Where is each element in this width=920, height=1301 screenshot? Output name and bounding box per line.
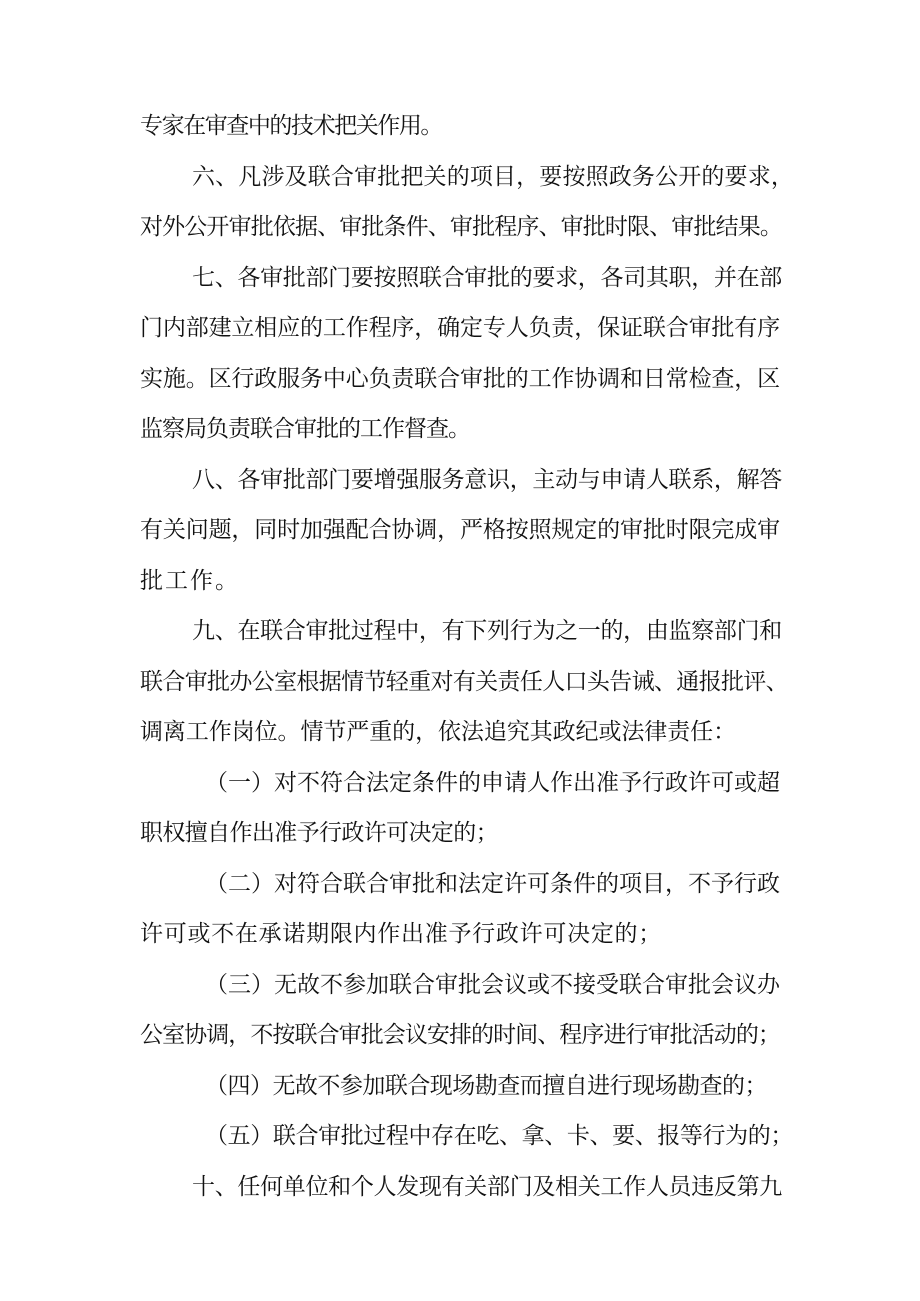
list-item-3-start: （三）无故不参加联合审批会议或不接受联合审批会议办 bbox=[205, 972, 780, 998]
text-line: 专家在审查中的技术把关作用。 bbox=[140, 113, 443, 139]
text-line: 调离工作岗位。情节严重的，依法追究其政纪或法律责任： bbox=[140, 719, 737, 745]
paragraph-6-start: 六、凡涉及联合审批把关的项目，要按照政务公开的要求， bbox=[192, 164, 794, 190]
list-item-4: （四）无故不参加联合现场勘查而擅自进行现场勘查的； bbox=[205, 1073, 768, 1099]
paragraph-10-start: 十、任何单位和个人发现有关部门及相关工作人员违反第九 bbox=[192, 1174, 783, 1200]
text-line: 门内部建立相应的工作程序，确定专人负责，保证联合审批有序 bbox=[140, 315, 781, 341]
text-line: 监察局负责联合审批的工作督查。 bbox=[140, 416, 470, 442]
list-item-2-start: （二）对符合联合审批和法定许可条件的项目，不予行政 bbox=[205, 871, 780, 897]
text-line: 有关问题，同时加强配合协调，严格按照规定的审批时限完成审 bbox=[140, 517, 781, 543]
paragraph-7-start: 七、各审批部门要按照联合审批的要求，各司其职，并在部 bbox=[192, 265, 783, 291]
list-item-5: （五）联合审批过程中存在吃、拿、卡、要、报等行为的； bbox=[205, 1123, 794, 1149]
paragraph-9-start: 九、在联合审批过程中，有下列行为之一的，由监察部门和 bbox=[192, 618, 783, 644]
text-line: 许可或不在承诺期限内作出准予行政许可决定的； bbox=[140, 921, 662, 947]
text-line: 联合审批办公室根据情节轻重对有关责任人口头告诫、通报批评、 bbox=[140, 669, 789, 695]
text-line: 对外公开审批依据、审批条件、审批程序、审批时限、审批结果。 bbox=[140, 214, 783, 240]
list-item-1-start: （一）对不符合法定条件的申请人作出准予行政许可或超 bbox=[205, 770, 780, 796]
text-line: 职权擅自作出准予行政许可决定的； bbox=[140, 820, 498, 846]
paragraph-8-start: 八、各审批部门要增强服务意识，主动与申请人联系，解答 bbox=[192, 467, 783, 493]
text-line: 实施。区行政服务中心负责联合审批的工作协调和日常检查，区 bbox=[140, 366, 781, 392]
text-line: 批工作。 bbox=[140, 568, 240, 594]
text-line: 公室协调，不按联合审批会议安排的时间、程序进行审批活动的； bbox=[140, 1022, 781, 1048]
